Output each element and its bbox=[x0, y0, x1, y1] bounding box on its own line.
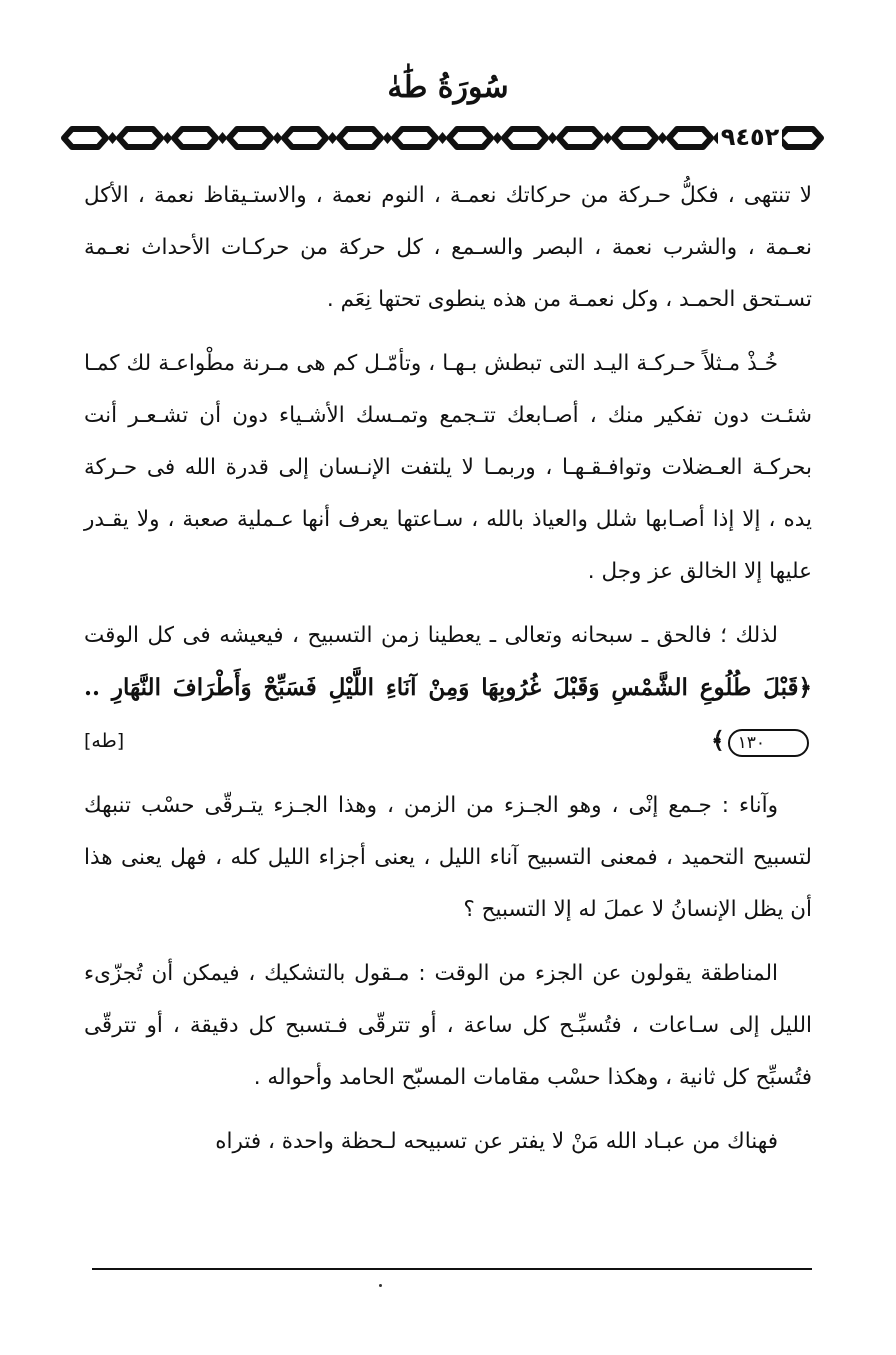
paragraph-3 bbox=[84, 610, 812, 768]
verse-close-bracket: ﴾ bbox=[711, 727, 725, 754]
ornament-diamond bbox=[218, 132, 228, 144]
paragraph-5: المناطقة يقولون عن الجزء من الوقت : مـقول بالتشكيك ، فيمكن أن تُجزّىء الليل إلى سـاعات ، فتُسبِّـح كل ساعة ، أو تترقّى فـتسبح كل دقيقة ، أو تترقّى فتُسبِّح كل ثانية ، وهكذا حسْب مقامات المسبّح الحامد وأحواله . bbox=[84, 961, 812, 1090]
paragraph-6: فهناك من عبـاد الله مَنْ لا يفتر عن تسبيحه لـحظة واحدة ، فتراه bbox=[215, 1129, 778, 1154]
ornament-diamond bbox=[603, 132, 613, 144]
paragraph-3-text: لذلك ؛ فالحق ـ سبحانه وتعالى ـ يعطينا زمن التسبيح ، فيعيشه فى كل الوقت bbox=[84, 623, 778, 648]
ornament-link bbox=[779, 129, 821, 147]
paragraph-4: وآناء : جـمع إنْى ، وهو الجـزء من الزمن ، وهذا الجـزء يتـرقّى حسْب تنبهك لتسبيح التحميد ، فمعنى التسبيح آناء الليل ، يعنى أجزاء الليل كله ، فهل يعنى هذا أن يظل الإنسانُ لا عملَ له إلا التسبيح ؟ bbox=[84, 793, 812, 922]
paragraph-2: خُـذْ مـثلاً حـركـة اليـد التى تبطش بـهـا ، وتأمّـل كم هى مـرنة مطْواعـة لك كمـا شئـت دون تفكير منك ، أصـابعك تتـجمع وتمـسك الأشـياء دون أن تشـعـر أنت بحركـة العـضلات وتوافـقـهـا ، وربمـا لا يلتفت الإنـسان إلى قدرة الله فى حـركة يده ، إلا إذا أصـابها شلل والعياذ بالله ، سـاعتها يعرف أنها عـملية صعبة ، ولا يقـدر عليها إلا الخالق عز وجل . bbox=[84, 351, 812, 584]
ornament-link bbox=[284, 129, 326, 147]
ornament-link bbox=[229, 129, 271, 147]
ornament-diamond bbox=[548, 132, 558, 144]
ornament-link bbox=[119, 129, 161, 147]
ornament-link bbox=[614, 129, 656, 147]
ornament-link bbox=[449, 129, 491, 147]
ornament-link bbox=[339, 129, 381, 147]
ornament-diamond bbox=[658, 132, 668, 144]
ornament-link bbox=[64, 129, 106, 147]
ornament-diamond bbox=[273, 132, 283, 144]
ornament-link bbox=[394, 129, 436, 147]
ornament-link bbox=[669, 129, 711, 147]
ornament-diamond bbox=[383, 132, 393, 144]
ornament-link bbox=[559, 129, 601, 147]
ornament-diamond bbox=[328, 132, 338, 144]
footer-dot bbox=[379, 1284, 382, 1287]
paragraph-1: لا تنتهى ، فكلُّ حـركة من حركاتك نعمـة ، النوم نعمة ، والاستـيقاظ نعمة ، الأكل نعـمة ، والشرب نعمة ، البصر والسـمع ، كل حركة من حركـات الأحداث نعـمة تسـتحق الحمـد ، وكل نعمـة من هذه ينطوى تحتها نِعَم . bbox=[84, 183, 812, 312]
quran-verse: ﴿قَبْلَ طُلُوعِ الشَّمْسِ وَقَبْلَ غُرُوبِهَا وَمِنْ آنَاءِ اللَّيْلِ فَسَبِّحْ وَأَطْرَافَ النَّهَارِ .. bbox=[84, 674, 812, 701]
page-body bbox=[84, 170, 812, 1180]
ornament-diamond bbox=[493, 132, 503, 144]
ornament-diamond bbox=[163, 132, 173, 144]
ornament-link bbox=[174, 129, 216, 147]
ornament-diamond bbox=[438, 132, 448, 144]
ornament-link bbox=[504, 129, 546, 147]
ornament-diamond bbox=[108, 132, 118, 144]
surah-reference: [طه] bbox=[84, 730, 125, 752]
ayah-number-marker: ١٣٠ bbox=[728, 729, 809, 757]
page-number: ٩٤٥٢ bbox=[718, 120, 782, 154]
surah-title: سُورَةُ طَٰهٰ bbox=[387, 70, 509, 105]
footer-rule bbox=[92, 1268, 812, 1270]
